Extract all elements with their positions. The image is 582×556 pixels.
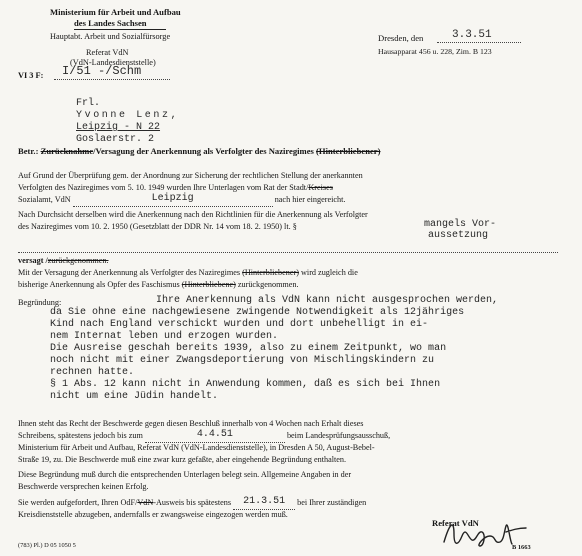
city-fill <box>73 194 273 207</box>
paragraph3-line1-b: wird zugleich die <box>301 268 358 277</box>
paragraph3-line2-b: zurückgenommen. <box>237 280 299 289</box>
evidence-line1: Diese Begründung muß durch die entsprechenden Unterlagen belegt sein. Allgemeine Angaben in der <box>18 470 352 479</box>
reasoning-line: § 1 Abs. 12 kann nicht in Anwendung kommen, daß es sich bei Ihnen <box>50 379 441 390</box>
appeal-line3: Ministerium für Arbeit und Aufbau, Referat VdN (VdN-Landesdienststelle), in Dresden A 50, August-Bebel- <box>18 443 375 452</box>
appeal-line4: Straße 19, zu. Die Beschwerde muß eine zwar kurz gefaßte, aber eingehende Begründung enthalten. <box>18 455 347 464</box>
reasoning-line: Kind nach England verschickt wurden und dort unbehelligt in ei- <box>50 319 429 330</box>
paragraph3-line2 <box>18 279 299 290</box>
place-label: Dresden, den <box>378 33 424 43</box>
appeal-line1: Ihnen steht das Recht der Beschwerde gegen diesen Beschluß innerhalb von 4 Wochen nach Erhalt dieses <box>18 419 364 428</box>
ministry-state: des Landes Sachsen <box>74 18 147 28</box>
paragraph1-line3-end: nach hier eingereicht. <box>274 195 346 204</box>
paragraph1-line3-text: Sozialamt, VdN <box>18 195 71 204</box>
return-line1-b: -Ausweis bis spätestens <box>153 498 232 507</box>
appeal-deadline-value: 4.4.51 <box>196 429 233 440</box>
reasoning-line: noch nicht mit einer Zwangsdeportierung von Mischlingskindern zu <box>50 355 435 366</box>
struck-zurueckgenommen: zurückgenommen. <box>47 256 109 265</box>
paragraph3-line1 <box>18 267 358 278</box>
addressee-street: Goslaerstr. 2 <box>76 134 155 145</box>
paragraph1-struck-kreises: Kreises <box>308 183 333 192</box>
reason-fill-line2: aussetzung <box>428 230 489 241</box>
evidence-line2: Beschwerde versprechen keinen Erfolg. <box>18 482 149 491</box>
appeal-line2-a: Schreibens, spätestens jedoch bis zum <box>18 431 143 440</box>
date-line <box>437 42 521 43</box>
paragraph3-line2-a: bisherige Anerkennung als Opfer des Faschismus <box>18 280 180 289</box>
paragraph3-line2-struck: (Hinterbliebene) <box>181 280 236 289</box>
paragraph1-line2-text: Verfolgten des Naziregimes vom 5. 10. 1949 wurden Ihre Unterlagen vom Rat der Stadt/ <box>18 183 309 192</box>
reasoning-label: Begründung: <box>18 298 62 307</box>
paragraph2-line2: des Naziregimes vom 10. 2. 1950 (Gesetzblatt der DDR Nr. 14 vom 18. 2. 1950) lt. § <box>18 222 297 231</box>
return-line2: Kreisdienststelle abzugeben, andernfalls er zwangsweise eingezogen werden muß. <box>18 510 288 519</box>
reason-fill-rule <box>18 252 558 253</box>
phone-line: Hausapparat 456 u. 228, Zim. B 123 <box>378 47 492 56</box>
subject-label: Betr.: <box>18 146 39 156</box>
paragraph1-line2 <box>18 182 333 193</box>
addressee-city: Leipzig - N 22 <box>76 122 161 133</box>
reference-value: I/51 -/Schm <box>62 64 142 78</box>
reasoning-line: da Sie ohne eine nachgewiesene zwingende Notwendigkeit als 12jähriges <box>50 307 465 318</box>
reasoning-line: nicht um eine Jüdin handelt. <box>50 391 219 402</box>
reasoning-line: Die Ausreise geschah bereits 1939, also zu einem Zeitpunkt, wo man <box>50 343 447 354</box>
letter-date: 3.3.51 <box>452 29 492 41</box>
paragraph1-line1: Auf Grund der Überprüfung gem. der Anordnung zur Sicherung der rechtlichen Stellung der anerkannten <box>18 171 363 180</box>
paragraph3-line1-struck: (Hinterbliebener) <box>242 268 299 277</box>
ministry-name: Ministerium für Arbeit und Aufbau <box>50 7 181 17</box>
letterhead-rule <box>74 29 166 30</box>
reasoning-line: rechnen hatte. <box>50 367 135 378</box>
print-code: (783) Pl.) D 05 1050 5 <box>18 542 76 549</box>
reference-label: VI 3 F: <box>18 71 44 80</box>
office-name: Referat VdN <box>86 48 129 57</box>
return-deadline-value: 21.3.51 <box>243 496 286 507</box>
reference-line <box>54 79 170 80</box>
subject-line <box>18 146 380 157</box>
subject-struck-suffix: (Hinterbliebener) <box>316 146 381 156</box>
return-line1-c: bei Ihrer zuständigen <box>297 498 367 507</box>
department-name: Hauptabt. Arbeit und Sozialfürsorge <box>50 32 171 41</box>
paragraph1-line3 <box>18 194 345 207</box>
paragraph2-line1: Nach Durchsicht derselben wird die Anerkennung nach den Richtlinien für die Anerkennung als Verfolgter <box>18 210 368 219</box>
return-struck-vdn: VdN <box>137 498 154 507</box>
paragraph3-line1-a: Mit der Versagung der Anerkennung als Verfolgter des Naziregimes <box>18 268 241 277</box>
city-fill-value: Leipzig <box>151 193 194 204</box>
reason-fill-line1: mangels Vor- <box>424 219 497 230</box>
return-line1-a: Sie werden aufgefordert, Ihren OdF/ <box>18 498 138 507</box>
form-number: B 1663 <box>512 544 531 551</box>
subject-struck-prefix: Zurücknahme <box>40 146 94 156</box>
office-subname: (VdN-Landesdienststelle) <box>70 58 156 67</box>
versagt-text: versagt / <box>18 256 48 265</box>
paragraph2-line3 <box>18 255 109 266</box>
subject-text: /Versagung der Anerkennung als Verfolgter des Naziregimes <box>93 146 314 156</box>
appeal-line2-b: beim Landesprüfungsausschuß, <box>286 431 391 440</box>
addressee-salutation: Frl. <box>76 98 101 109</box>
addressee-name: Yvonne Lenz, <box>76 110 180 121</box>
reasoning-line: Ihre Anerkennung als VdN kann nicht ausgesprochen werden, <box>156 295 499 306</box>
signature-office: Referat VdN <box>432 518 479 528</box>
reasoning-line: nem Internat leben und erzogen wurden. <box>50 331 279 342</box>
